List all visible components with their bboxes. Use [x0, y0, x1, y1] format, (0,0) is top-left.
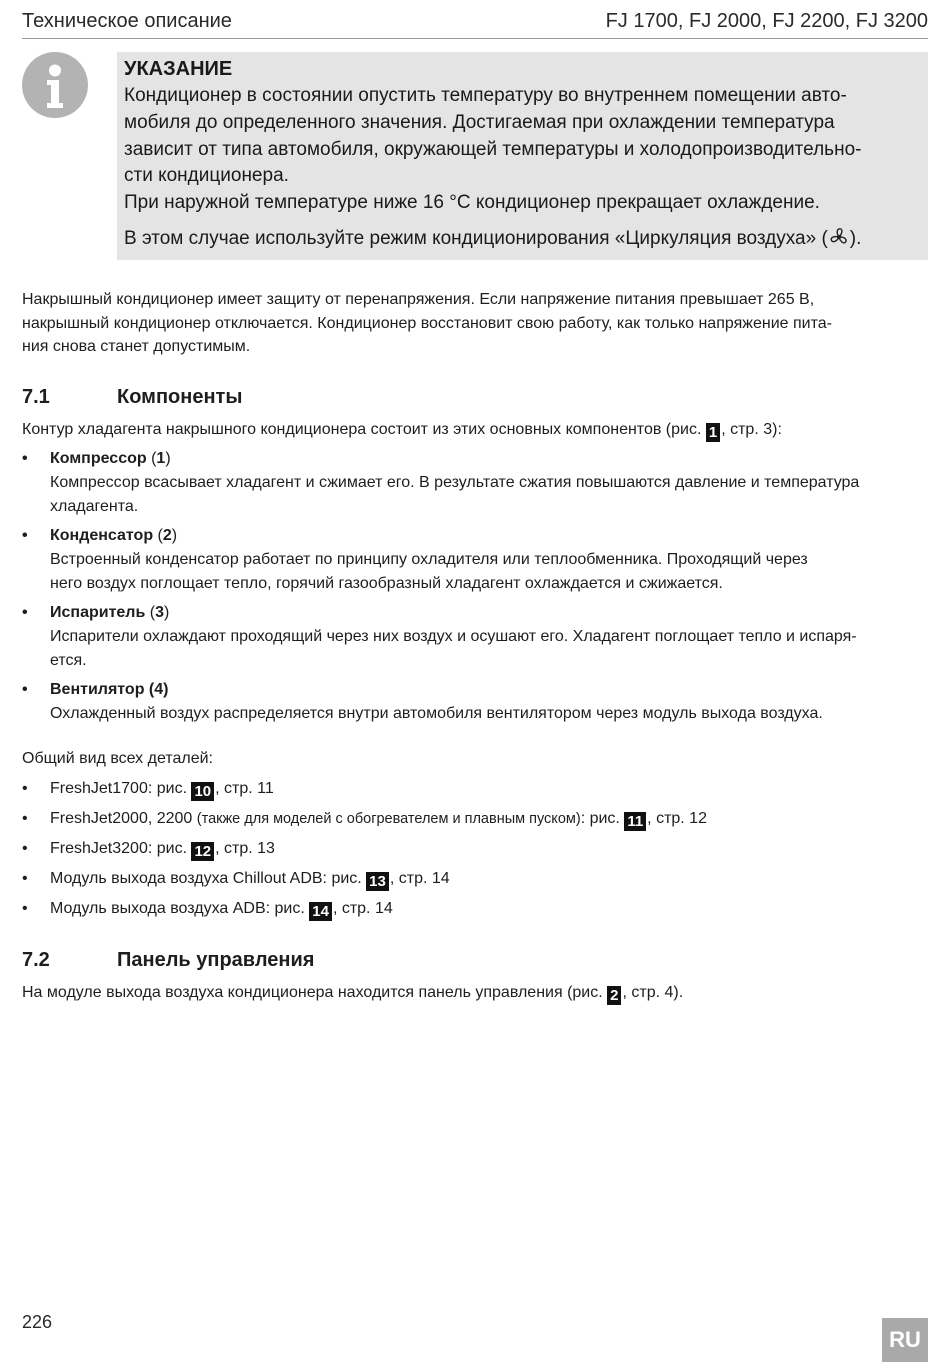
note-box	[117, 52, 928, 260]
note-last-text-end: ).	[849, 227, 862, 249]
page-ref: , стр. 13	[215, 840, 275, 857]
page-number: 226	[22, 1312, 53, 1332]
component-heading	[50, 447, 928, 471]
bullet: •	[22, 900, 28, 917]
model-list: FJ 1700, FJ 2000, FJ 2200, FJ 3200	[605, 9, 928, 32]
figure-ref-badge: 12	[191, 842, 214, 861]
bullet: •	[22, 604, 28, 621]
paren-close: )	[164, 604, 170, 621]
component-ref: 2	[162, 527, 172, 544]
note-line: зависит от типа автомобиля, окружающей температуры и холодопроизводительно-	[124, 138, 862, 160]
paren-close: )	[165, 450, 171, 467]
bullet: •	[22, 681, 28, 698]
bullet: •	[22, 780, 28, 797]
overview-item	[22, 864, 928, 894]
component-description: Встроенный конденсатор работает по принципу охладителя или теплообменника. Проходящий через	[50, 551, 808, 568]
figure-ref-badge: 2	[607, 986, 621, 1005]
bullet: •	[22, 810, 28, 827]
bullet: •	[22, 527, 28, 544]
note-last-line	[124, 225, 928, 253]
fan-icon	[828, 226, 850, 248]
paragraph-line: ния снова станет допустимым.	[22, 338, 251, 355]
page-ref: , стр. 12	[647, 810, 707, 827]
figure-ref-badge: 14	[309, 902, 332, 921]
overview-item-label: FreshJet1700: рис.	[50, 780, 192, 797]
paren-open: (	[146, 450, 157, 467]
component-description: него воздух поглощает тепло, горячий газообразный хладагент охлаждается и сжижается.	[50, 575, 723, 592]
figure-ref-badge: 11	[624, 812, 646, 831]
bullet: •	[22, 450, 28, 467]
document-title: Техническое описание	[22, 9, 232, 32]
section-number: 7.2	[22, 949, 50, 971]
overview-list	[22, 774, 928, 924]
note-line: мобиля до определенного значения. Достигаемая при охлаждении температура	[124, 111, 835, 133]
page-ref: , стр. 11	[215, 780, 274, 797]
control-panel-text	[22, 981, 683, 1005]
figure-ref-badge: 10	[191, 782, 214, 801]
overview-item-label: Модуль выхода воздуха Chillout ADB: рис.	[50, 870, 367, 887]
component-heading	[50, 524, 928, 548]
figure-ref-badge: 13	[366, 872, 389, 891]
component-name: Компрессор	[50, 450, 147, 467]
component-ref: 1	[156, 450, 166, 467]
page-ref: , стр. 14	[389, 870, 450, 887]
list-item-condenser	[22, 524, 928, 596]
component-description: Компрессор всасывает хладагент и сжимает его. В результате сжатия повышаются давление и температура	[50, 474, 860, 491]
lead-text: Контур хладагента накрышного кондиционера состоит из этих основных компонентов (рис.	[22, 421, 706, 438]
component-ref: 4	[154, 681, 164, 698]
paren-close: )	[163, 681, 169, 698]
paragraph-line: Накрышный кондиционер имеет защиту от перенапряжения. Если напряжение питания превышает 265 В,	[22, 291, 815, 308]
figure-ref-badge: 1	[706, 423, 720, 442]
component-heading	[50, 678, 928, 702]
section-title: Компоненты	[117, 386, 243, 408]
overview-item	[22, 804, 928, 834]
overview-item-label-end: : рис.	[580, 810, 625, 827]
overview-item-note: (также для моделей с обогревателем и плавным пуском)	[196, 811, 581, 827]
panel-text: На модуле выхода воздуха кондиционера находится панель управления (рис.	[22, 984, 608, 1001]
overview-item-label: FreshJet2000, 2200	[50, 810, 197, 827]
bullet: •	[22, 840, 28, 857]
section-title: Панель управления	[117, 949, 315, 971]
page-ref: , стр. 3):	[721, 421, 782, 438]
component-name: Вентилятор	[50, 681, 145, 698]
component-name: Испаритель	[50, 604, 146, 621]
overview-item	[22, 894, 928, 924]
component-ref: 3	[155, 604, 164, 621]
components-list	[22, 447, 928, 731]
page-ref: , стр. 4).	[622, 984, 684, 1001]
component-name: Конденсатор	[50, 527, 154, 544]
note-last-text: В этом случае используйте режим кондиционирования «Циркуляция воздуха» (	[124, 227, 828, 249]
intro-paragraph	[22, 288, 832, 359]
section-heading-components	[22, 384, 242, 410]
section-number: 7.1	[22, 386, 50, 408]
component-heading	[50, 601, 928, 625]
paragraph-line: накрышный кондиционер отключается. Кондиционер восстановит свою работу, как только напряжение пита-	[22, 314, 832, 332]
overview-item	[22, 834, 928, 864]
section-heading-control-panel	[22, 947, 314, 973]
component-description: хладагента.	[50, 498, 139, 515]
component-description: ется.	[50, 652, 87, 669]
list-item-evaporator	[22, 601, 928, 673]
overview-title: Общий вид всех деталей:	[22, 750, 213, 767]
language-badge: RU	[882, 1318, 928, 1362]
note-line: сти кондиционера.	[124, 165, 289, 187]
component-description: Испарители охлаждают проходящий через них воздух и осушают его. Хладагент поглощает тепло и испаря-	[50, 628, 857, 645]
paren-open: (	[153, 527, 163, 544]
note-line: При наружной температуре ниже 16 °C кондиционер прекращает охлаждение.	[124, 192, 820, 213]
overview-item-label: Модуль выхода воздуха ADB: рис.	[50, 900, 310, 917]
paren-close: )	[171, 527, 178, 544]
paren-open: (	[145, 604, 156, 621]
overview-item-label: FreshJet3200: рис.	[50, 840, 192, 857]
list-item-compressor	[22, 447, 928, 519]
note-line: Кондиционер в состоянии опустить температуру во внутреннем помещении авто-	[124, 85, 847, 106]
note-title: УКАЗАНИЕ	[124, 58, 233, 80]
bullet: •	[22, 870, 28, 887]
page-ref: , стр. 14	[332, 900, 393, 917]
info-icon	[22, 52, 88, 118]
overview-item	[22, 774, 928, 804]
components-lead	[22, 418, 782, 442]
paren-open: (	[144, 681, 155, 698]
list-item-fan	[22, 678, 928, 726]
page-header	[22, 4, 928, 39]
component-description: Охлажденный воздух распределяется внутри автомобиля вентилятором через модуль выхода воздуха.	[50, 705, 823, 722]
